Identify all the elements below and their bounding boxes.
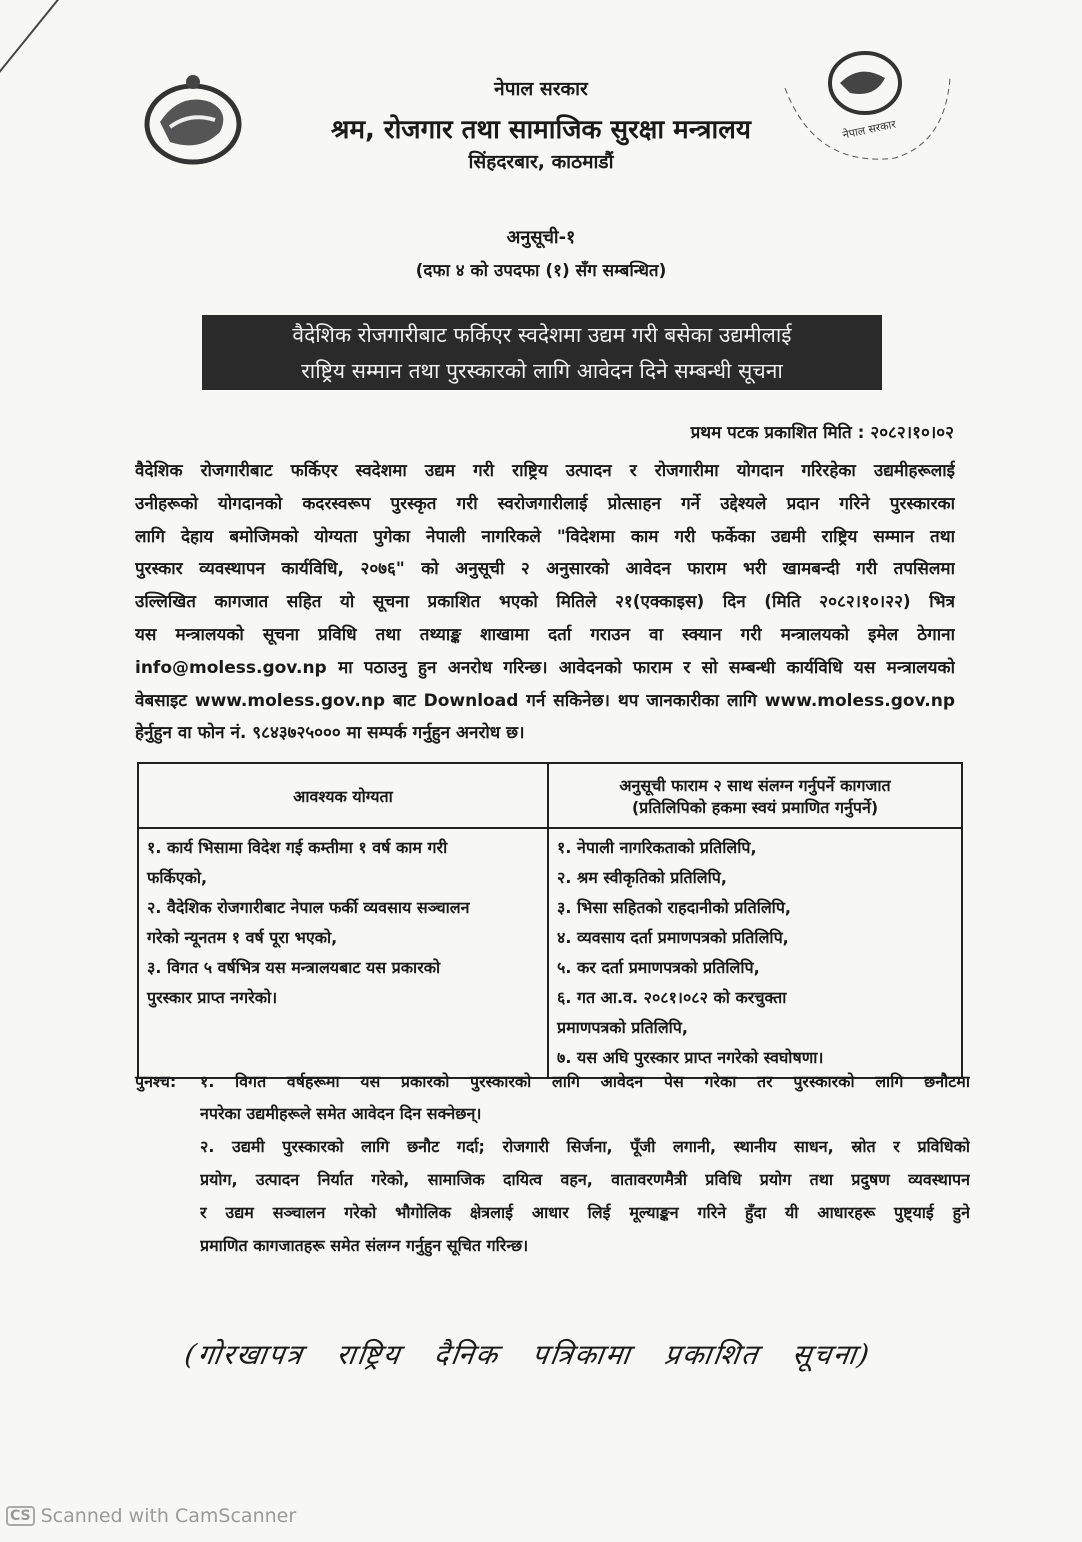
header-documents-line-1: अनुसूची फाराम २ साथ संलग्न गर्नुपर्ने कागजात [619, 775, 891, 795]
note-line: र उद्यम सञ्चालन गरेको भौगोलिक क्षेत्रलाई आधार लिई मूल्याङ्कन गरिने हुँदा यी आधारहरू पुष्ट्याई हुने [200, 1203, 970, 1222]
body-line: info@moless.gov.np मा पठाउनु हुन अनरोध गरिन्छ। आवेदनको फाराम र सो सम्बन्धी कार्यविधि यस मन्त्रालयको [135, 658, 955, 678]
body-line: उल्लिखित कागजात सहित यो सूचना प्रकाशित भएको मितिले २१(एक्काइस) दिन (मिति २०८२।१०।२२) भित्र [135, 592, 955, 612]
qualification-item: पुरस्कार प्राप्त नगरेको। [147, 988, 278, 1007]
note-line: २. उद्यमी पुरस्कारको लागि छनौट गर्दा; रोजगारी सिर्जना, पूँजी लगानी, स्थानीय साधन, स्रोत र प्रविधिको [200, 1137, 970, 1156]
watermark-text: Scanned with CamScanner [40, 1505, 297, 1527]
qualification-item: गरेको न्यूनतम १ वर्ष पूरा भएको, [147, 928, 338, 947]
qualifications-cell [138, 828, 548, 1078]
schedule-subtitle: (दफा ४ को उपदफा (१) सँग सम्बन्धित) [415, 261, 667, 281]
body-line: यस मन्त्रालयको सूचना प्रविधि तथा तथ्याङ्क शाखामा दर्ता गराउन वा स्क्यान गरी मन्त्रालयको इमेल ठेगाना [135, 625, 955, 645]
ministry-address: सिंहदरबार, काठमाडौं [468, 151, 614, 173]
notice-title-banner [202, 315, 882, 390]
seal-text: नेपाल सरकार [841, 117, 897, 142]
note-line: प्रयोग, उत्पादन निर्यात गरेको, सामाजिक दायित्व वहन, वातावरणमैत्री प्रविधि प्रयोग तथा प्रदुषण व्यवस्थापन [200, 1170, 970, 1189]
documents-cell [548, 828, 962, 1078]
qualification-item: १. कार्य भिसामा विदेश गई कम्तीमा १ वर्ष काम गरी [147, 838, 448, 857]
qualification-item: २. वैदेशिक रोजगारीबाट नेपाल फर्की व्यवसाय सञ्चालन [147, 898, 470, 917]
header-documents [548, 763, 962, 828]
handwritten-publication-note: (गोरखापत्र राष्ट्रिय दैनिक पत्रिकामा प्रकाशित सूचना) [182, 1338, 874, 1371]
note-line: प्रमाणित कागजातहरू समेत संलग्न गर्नुहुन सूचित गरिन्छ। [200, 1236, 529, 1255]
document-item: ४. व्यवसाय दर्ता प्रमाणपत्रको प्रतिलिपि, [557, 928, 789, 947]
body-line: उनीहरूको योगदानको कदरस्वरूप पुरस्कृत गरी स्वरोजगारीलाई प्रोत्साहन गर्ने उद्देश्यले प्रदान गरिने पुरस्कारका [135, 494, 955, 514]
banner-line-1: वैदेशिक रोजगारीबाट फर्किएर स्वदेशमा उद्यम गरी बसेका उद्यमीलाई [292, 323, 792, 347]
document-item: ६. गत आ.व. २०८१।०८२ को करचुक्ता [557, 988, 787, 1007]
note-line: नपरेका उद्यमीहरूले समेत आवेदन दिन सक्नेछन्। [200, 1104, 482, 1123]
ministry-seal-stamp [775, 48, 955, 173]
camscanner-watermark [6, 1505, 296, 1527]
document-item: ७. यस अघि पुरस्कार प्राप्त नगरेको स्वघोषणा। [557, 1048, 824, 1067]
published-date: प्रथम पटक प्रकाशित मिति : २०८२।१०।०२ [690, 423, 954, 443]
document-item: प्रमाणपत्रको प्रतिलिपि, [557, 1018, 688, 1037]
body-line: वैदेशिक रोजगारीबाट फर्किएर स्वदेशमा उद्यम गरी राष्ट्रिय उत्पादन र रोजगारीमा योगदान गरिरहेका उद्यमीहरूलाई [135, 461, 955, 481]
government-name: नेपाल सरकार [494, 78, 588, 100]
header-qualification: आवश्यक योग्यता [138, 763, 548, 828]
header-documents-line-2: (प्रतिलिपिको हकमा स्वयं प्रमाणित गर्नुपर्ने) [631, 797, 879, 817]
qualification-item: ३. विगत ५ वर्षभित्र यस मन्त्रालयबाट यस प्रकारको [147, 958, 441, 977]
document-item: ५. कर दर्ता प्रमाणपत्रको प्रतिलिपि, [557, 958, 760, 977]
body-line: लागि देहाय बमोजिमको योग्यता पुगेका नेपाली नागरिकले "विदेशमा काम गरी फर्केका उद्यमी राष्ट्रिय सम्मान तथा [135, 527, 955, 547]
camscanner-logo-icon: CS [6, 1506, 35, 1526]
document-item: ३. भिसा सहितको राहदानीको प्रतिलिपि, [557, 898, 791, 917]
document-item: १. नेपाली नागरिकताको प्रतिलिपि, [557, 838, 757, 857]
body-line: वेबसाइट www.moless.gov.np बाट Download गर्न सकिनेछ। थप जानकारीका लागि www.moless.gov.np [135, 691, 955, 711]
banner-line-2: राष्ट्रिय सम्मान तथा पुरस्कारको लागि आवेदन दिने सम्बन्धी सूचना [301, 359, 783, 383]
qualification-item: फर्किएको, [147, 868, 208, 887]
body-line: हेर्नुहुन वा फोन नं. ९८४३७२५००० मा सम्पर्क गर्नुहुन अनरोध छ। [135, 723, 525, 743]
ministry-name: श्रम, रोजगार तथा सामाजिक सुरक्षा मन्त्रालय [331, 115, 751, 145]
note-line: १. विगत वर्षहरूमा यस प्रकारको पुरस्कारको लागि आवेदन पेस गरेका तर पुरस्कारको लागि छनौटमा [200, 1072, 970, 1091]
notes-label: पुनश्च: [135, 1072, 177, 1091]
document-item: २. श्रम स्वीकृतिको प्रतिलिपि, [557, 868, 727, 887]
body-line: पुरस्कार व्यवस्थापन कार्यविधि, २०७६" को अनुसूची २ अनुसारको आवेदन फाराम भरी खामबन्दी गरी तपसिलमा [135, 559, 955, 579]
requirements-table [137, 762, 963, 1079]
schedule-title: अनुसूची-१ [506, 227, 576, 248]
